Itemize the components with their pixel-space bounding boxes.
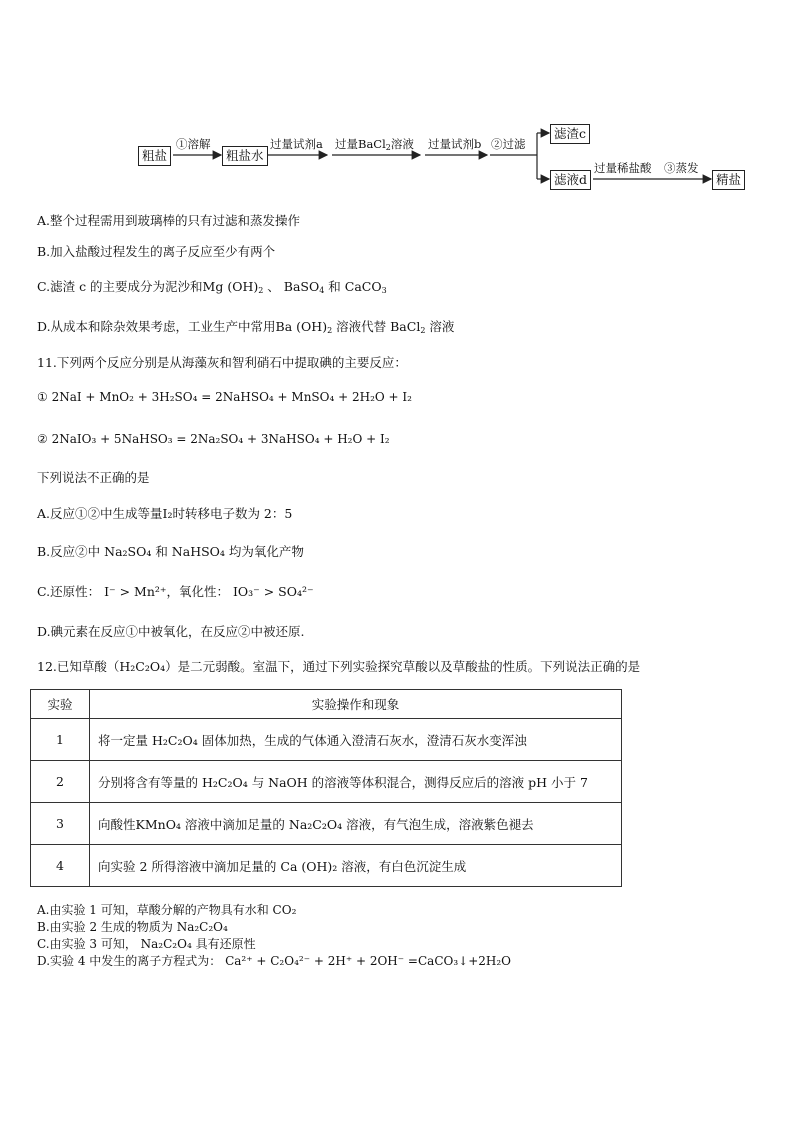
q12-stem: 12.已知草酸（H₂C₂O₄）是二元弱酸。室温下，通过下列实验探究草酸以及草酸盐的性质。下列说法正确的是	[37, 659, 641, 674]
label-evaporate: ③蒸发	[664, 161, 699, 175]
q11-option-c: C.还原性： I⁻ > Mn²⁺，氧化性： IO₃⁻ > SO₄²⁻	[37, 584, 314, 599]
q10-option-a: A.整个过程需用到玻璃棒的只有过滤和蒸发操作	[37, 213, 301, 228]
q11-equation-2: ② 2NaIO₃ + 5NaHSO₃ = 2Na₂SO₄ + 3NaHSO₄ + H₂O + I₂	[37, 432, 390, 446]
label-reagent-b: 过量试剂b	[428, 137, 482, 151]
label-reagent-a: 过量试剂a	[270, 137, 323, 151]
label-filter: ②过滤	[491, 137, 526, 151]
table-cell-number: 3	[31, 803, 90, 845]
table-cell-number: 4	[31, 845, 90, 887]
table-cell-number: 2	[31, 761, 90, 803]
table-cell-description: 向实验 2 所得溶液中滴加足量的 Ca (OH)₂ 溶液，有白色沉淀生成	[90, 845, 622, 887]
table-row	[31, 845, 622, 887]
q12-option-b: B.由实验 2 生成的物质为 Na₂C₂O₄	[37, 920, 228, 934]
table-row	[31, 803, 622, 845]
q10-option-b: B.加入盐酸过程发生的离子反应至少有两个	[37, 244, 276, 259]
q10-option-c: C.滤渣 c 的主要成分为泥沙和Mg $(OH)_2$ 、 BaSO$_4$ 和 CaCO$_3$	[37, 279, 387, 295]
q12-experiment-table	[30, 689, 622, 887]
q11-ask: 下列说法不正确的是	[37, 470, 150, 485]
label-dissolve: ①溶解	[176, 137, 211, 151]
box-crude-brine: 粗盐水	[222, 146, 268, 166]
table-cell-description: 向酸性KMnO₄ 溶液中滴加足量的 Na₂C₂O₄ 溶液，有气泡生成，溶液紫色褪去	[90, 803, 622, 845]
q12-option-c: C.由实验 3 可知， Na₂C₂O₄ 具有还原性	[37, 937, 256, 951]
box-residue-c: 滤渣c	[550, 124, 590, 144]
q12-option-a: A.由实验 1 可知，草酸分解的产物具有水和 CO₂	[37, 903, 297, 917]
table-cell-description: 将一定量 H₂C₂O₄ 固体加热，生成的气体通入澄清石灰水，澄清石灰水变浑浊	[90, 719, 622, 761]
q11-stem: 11.下列两个反应分别是从海藻灰和智利硝石中提取碘的主要反应：	[37, 355, 407, 370]
box-filtrate-d: 滤液d	[550, 170, 591, 190]
table-cell-number: 1	[31, 719, 90, 761]
label-bacl2: 过量BaCl$_2$溶液	[335, 137, 414, 152]
q12-option-d: D.实验 4 中发生的离子方程式为： Ca²⁺ + C₂O₄²⁻ + 2H⁺ + 2OH⁻ =CaCO₃↓+2H₂O	[37, 954, 512, 968]
table-cell-description: 分别将含有等量的 H₂C₂O₄ 与 NaOH 的溶液等体积混合，测得反应后的溶液 pH 小于 7	[90, 761, 622, 803]
q11-option-d: D.碘元素在反应①中被氧化，在反应②中被还原.	[37, 624, 305, 639]
box-crude-salt: 粗盐	[138, 146, 171, 166]
label-dilute-hcl: 过量稀盐酸	[594, 161, 652, 175]
table-header-experiment: 实验	[31, 690, 90, 719]
q11-option-b: B.反应②中 Na₂SO₄ 和 NaHSO₄ 均为氧化产物	[37, 544, 304, 559]
q11-equation-1: ① 2NaI + MnO₂ + 3H₂SO₄ = 2NaHSO₄ + MnSO₄ + 2H₂O + I₂	[37, 390, 412, 404]
table-row	[31, 719, 622, 761]
q11-option-a: A.反应①②中生成等量I₂时转移电子数为 2：5	[37, 506, 293, 521]
table-header-operation: 实验操作和现象	[90, 690, 622, 719]
table-row	[31, 761, 622, 803]
box-refined-salt: 精盐	[712, 170, 745, 190]
q10-option-d: D.从成本和除杂效果考虑，工业生产中常用Ba $(OH)_2$ 溶液代替 BaCl$_2$ 溶液	[37, 319, 455, 335]
